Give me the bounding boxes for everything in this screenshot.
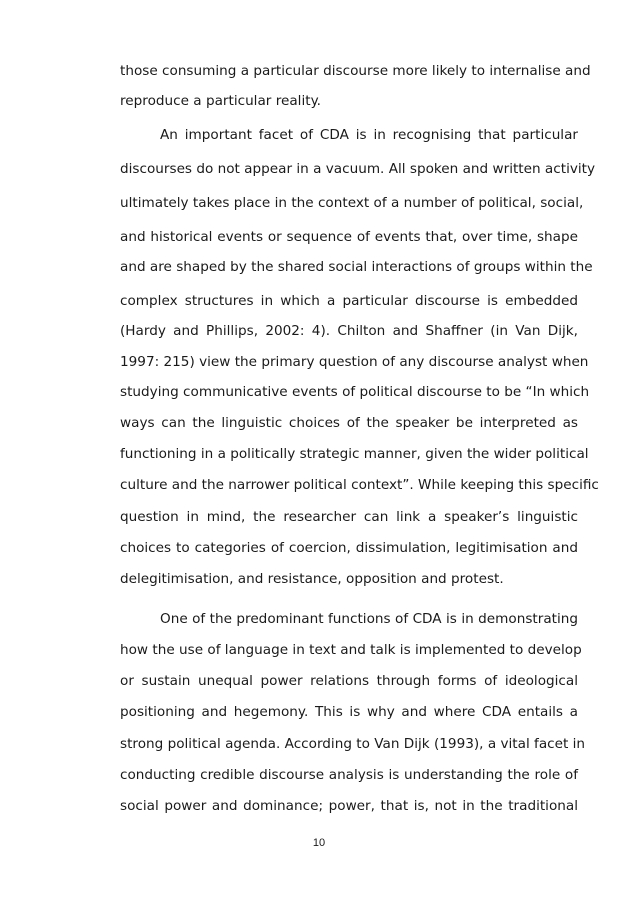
- text-line: studying communicative events of political discourse to be “In which: [120, 384, 590, 400]
- page-number: 10: [312, 837, 326, 849]
- text-line: delegitimisation, and resistance, opposition and protest.: [120, 571, 504, 587]
- text-line: 1997: 215) view the primary question of any discourse analyst when: [120, 354, 589, 370]
- text-line: One of the predominant functions of CDA is in demonstrating: [160, 611, 578, 627]
- text-line: ultimately takes place in the context of a number of political, social,: [120, 195, 584, 211]
- text-line: An important facet of CDA is in recognising that particular: [160, 127, 578, 143]
- text-line: those consuming a particular discourse more likely to internalise and: [120, 63, 591, 79]
- text-line: social power and dominance; power, that is, not in the traditional: [120, 798, 578, 814]
- text-line: conducting credible discourse analysis is understanding the role of: [120, 767, 578, 783]
- text-line: reproduce a particular reality.: [120, 93, 321, 109]
- text-line: strong political agenda. According to Van Dijk (1993), a vital facet in: [120, 736, 586, 752]
- text-line: discourses do not appear in a vacuum. All spoken and written activity: [120, 161, 596, 177]
- text-line: (Hardy and Phillips, 2002: 4). Chilton and Shaffner (in Van Dijk,: [120, 323, 578, 339]
- text-line: ways can the linguistic choices of the speaker be interpreted as: [120, 415, 578, 431]
- text-line: or sustain unequal power relations through forms of ideological: [120, 673, 578, 689]
- text-line: culture and the narrower political context”. While keeping this specific: [120, 477, 599, 493]
- text-line: positioning and hegemony. This is why and where CDA entails a: [120, 704, 578, 720]
- text-line: choices to categories of coercion, dissimulation, legitimisation and: [120, 540, 578, 556]
- text-line: and historical events or sequence of events that, over time, shape: [120, 229, 578, 245]
- text-line: complex structures in which a particular discourse is embedded: [120, 293, 578, 309]
- text-line: and are shaped by the shared social interactions of groups within the: [120, 259, 593, 275]
- text-line: question in mind, the researcher can link a speaker’s linguistic: [120, 509, 578, 525]
- text-line: how the use of language in text and talk is implemented to develop: [120, 642, 582, 658]
- text-line: functioning in a politically strategic manner, given the wider political: [120, 446, 589, 462]
